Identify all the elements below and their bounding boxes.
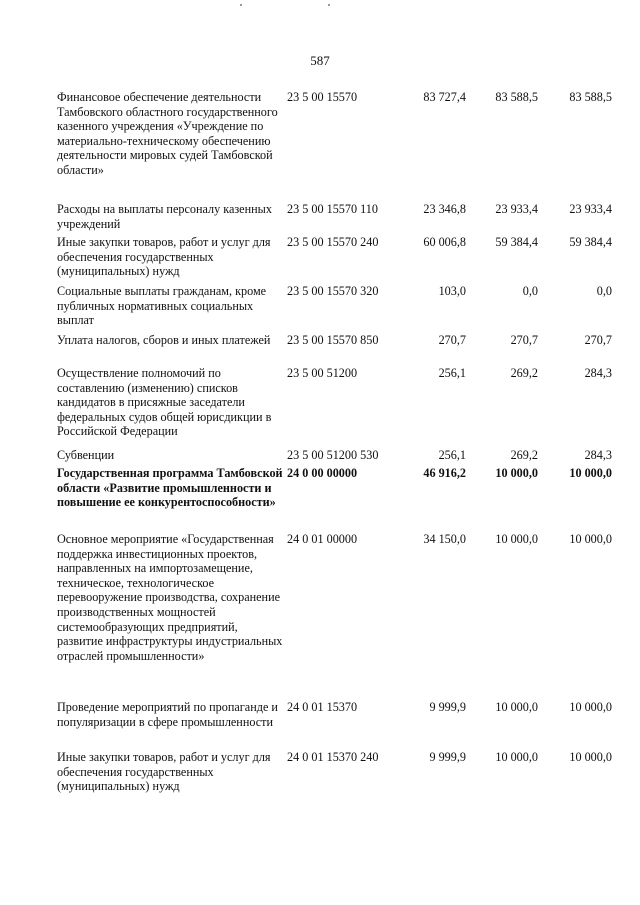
row-name: Расходы на выплаты персоналу казенных учреждений	[57, 202, 272, 231]
row-value-3: 0,0	[596, 284, 612, 298]
row-code: 24 0 01 15370	[287, 700, 358, 714]
row-value-2: 59 384,4	[495, 235, 538, 249]
row-value-2: 270,7	[510, 333, 538, 347]
row-value-1: 60 006,8	[423, 235, 466, 249]
row-name: Иные закупки товаров, работ и услуг для обеспечения государственных (муниципальных) нужд	[57, 235, 271, 279]
row-value-2: 23 933,4	[495, 202, 538, 216]
row-value-3: 10 000,0	[569, 700, 612, 714]
row-value-3: 10 000,0	[569, 750, 612, 764]
row-name: Субвенции	[57, 448, 115, 462]
row-code: 24 0 00 00000	[287, 466, 358, 480]
row-value-3: 59 384,4	[569, 235, 612, 249]
row-value-3: 270,7	[584, 333, 612, 347]
row-name: Основное мероприятие «Государственная поддержка инвестиционных проектов, направленных на импортозамещение, техническое, технологическое перевооружение производства, сохранение производственных мощностей системообразующих предприятий, развитие инфраструктуры индустриальных отраслей промышленности»	[57, 532, 283, 663]
row-code: 24 0 01 15370 240	[287, 750, 379, 764]
row-value-2: 10 000,0	[495, 750, 538, 764]
row-name: Финансовое обеспечение деятельности Тамбовского областного государственного казенного учреждения «Учреждение по материально-техническому обеспечению деятельности мировых судей Тамбовской области»	[57, 90, 278, 177]
row-code: 23 5 00 51200 530	[287, 448, 379, 462]
row-value-3: 284,3	[584, 448, 612, 462]
row-value-3: 23 933,4	[569, 202, 612, 216]
row-value-3: 284,3	[584, 366, 612, 380]
row-name: Проведение мероприятий по пропаганде и популяризации в сфере промышленности	[57, 700, 278, 729]
row-name: Социальные выплаты гражданам, кроме публичных нормативных социальных выплат	[57, 284, 267, 328]
row-value-1: 9 999,9	[429, 750, 466, 764]
row-value-2: 269,2	[510, 366, 538, 380]
row-value-2: 10 000,0	[495, 700, 538, 714]
row-value-3: 10 000,0	[569, 532, 612, 546]
row-value-1: 34 150,0	[423, 532, 466, 546]
row-value-2: 0,0	[522, 284, 538, 298]
row-code: 23 5 00 15570 320	[287, 284, 379, 298]
row-value-2: 269,2	[510, 448, 538, 462]
scan-mark	[240, 4, 242, 6]
row-code: 23 5 00 15570 850	[287, 333, 379, 347]
row-name: Иные закупки товаров, работ и услуг для обеспечения государственных (муниципальных) нужд	[57, 750, 271, 794]
row-value-1: 23 346,8	[423, 202, 466, 216]
row-value-2: 10 000,0	[495, 532, 538, 546]
row-value-1: 103,0	[438, 284, 466, 298]
row-name: Государственная программа Тамбовской области «Развитие промышленности и повышение ее конкурентоспособности»	[57, 466, 283, 510]
row-name: Осуществление полномочий по составлению (изменению) списков кандидатов в присяжные заседатели федеральных судов общей юрисдикции в Российской Федерации	[57, 366, 272, 439]
row-value-1: 46 916,2	[423, 466, 466, 480]
row-code: 23 5 00 15570 110	[287, 202, 378, 216]
row-value-1: 9 999,9	[429, 700, 466, 714]
row-code: 23 5 00 15570	[287, 90, 358, 104]
page-number: 587	[310, 53, 330, 68]
row-code: 24 0 01 00000	[287, 532, 358, 546]
row-value-1: 256,1	[438, 448, 466, 462]
row-value-2: 10 000,0	[495, 466, 538, 480]
row-value-1: 256,1	[438, 366, 466, 380]
row-value-3: 10 000,0	[569, 466, 612, 480]
row-code: 23 5 00 51200	[287, 366, 358, 380]
row-value-1: 270,7	[438, 333, 466, 347]
scan-mark	[328, 4, 330, 6]
row-value-2: 83 588,5	[495, 90, 538, 104]
row-value-3: 83 588,5	[569, 90, 612, 104]
row-name: Уплата налогов, сборов и иных платежей	[57, 333, 271, 347]
row-code: 23 5 00 15570 240	[287, 235, 379, 249]
row-value-1: 83 727,4	[423, 90, 466, 104]
